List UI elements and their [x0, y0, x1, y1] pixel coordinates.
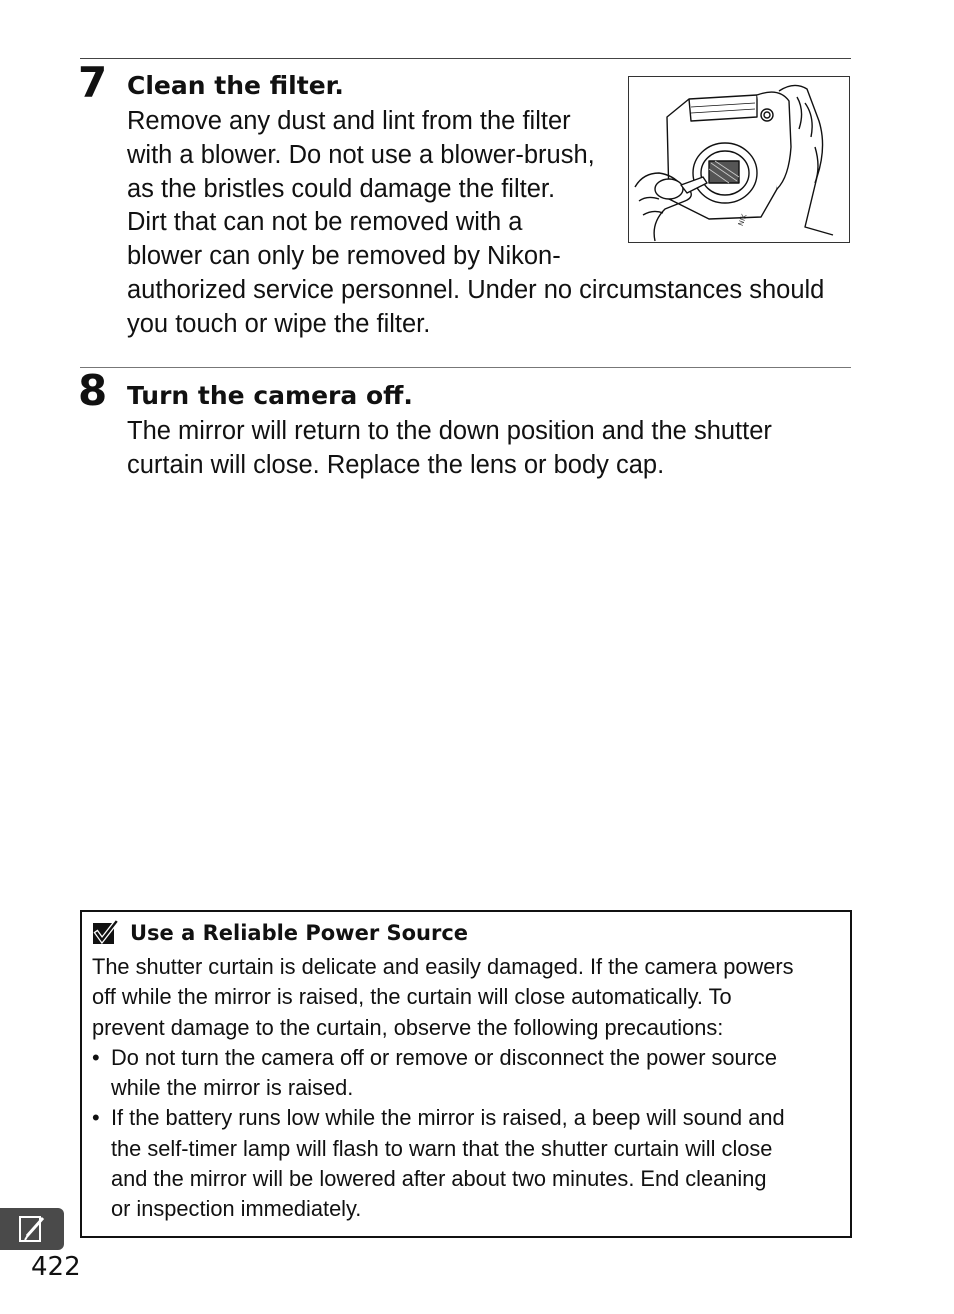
- text-line: The mirror will return to the down position and the shutter: [127, 417, 772, 445]
- step-7-title: Clean the filter.: [127, 71, 344, 100]
- camera-illustration-svg: [629, 77, 849, 242]
- step-divider: [80, 367, 851, 368]
- text-line: The shutter curtain is delicate and easily damaged. If the camera powers: [92, 954, 794, 979]
- note-body: [92, 952, 847, 1225]
- text-line: authorized service personnel. Under no circumstances should: [127, 275, 825, 304]
- text-line: while the mirror is raised.: [111, 1075, 354, 1101]
- top-rule: [80, 58, 851, 59]
- technical-notes-tab-icon: [0, 1208, 64, 1250]
- text-line: blower can only be removed by Nikon-: [127, 242, 561, 271]
- text-line: curtain will close. Replace the lens or body cap.: [127, 450, 665, 479]
- bullet-item: [92, 1103, 847, 1224]
- text-line: Dirt that can not be removed with a: [127, 208, 523, 237]
- bullet-icon: •: [92, 1044, 100, 1070]
- note-title: Use a Reliable Power Source: [130, 921, 469, 945]
- text-line: Do not turn the camera off or remove or disconnect the power source: [111, 1044, 777, 1070]
- check-mark-icon: [92, 920, 118, 946]
- text-line: Remove any dust and lint from the filter: [127, 107, 571, 135]
- text-line: or inspection immediately.: [111, 1196, 362, 1222]
- bullet-icon: •: [92, 1105, 100, 1131]
- text-line: with a blower. Do not use a blower-brush,: [127, 140, 595, 169]
- page-number: 422: [31, 1252, 81, 1282]
- text-line: off while the mirror is raised, the curtain will close automatically. To: [92, 984, 732, 1010]
- note-header: [92, 920, 468, 946]
- step-8-number: 8: [78, 366, 108, 415]
- step-7-number: 7: [78, 58, 108, 107]
- power-source-note: [80, 910, 852, 1238]
- svg-text:NIK: NIK: [736, 213, 749, 228]
- text-line: as the bristles could damage the filter.: [127, 174, 556, 203]
- text-line: and the mirror will be lowered after about two minutes. End cleaning: [111, 1166, 767, 1192]
- step-8-title: Turn the camera off.: [127, 381, 413, 410]
- step-8-text: [127, 415, 772, 483]
- camera-cleaning-illustration: [628, 76, 850, 243]
- bullet-item: [92, 1043, 847, 1104]
- text-line: If the battery runs low while the mirror is raised, a beep will sound and: [111, 1105, 785, 1131]
- text-line: the self-timer lamp will flash to warn that the shutter curtain will close: [111, 1135, 773, 1161]
- text-line: prevent damage to the curtain, observe the following precautions:: [92, 1014, 724, 1040]
- text-line: you touch or wipe the filter.: [127, 309, 431, 338]
